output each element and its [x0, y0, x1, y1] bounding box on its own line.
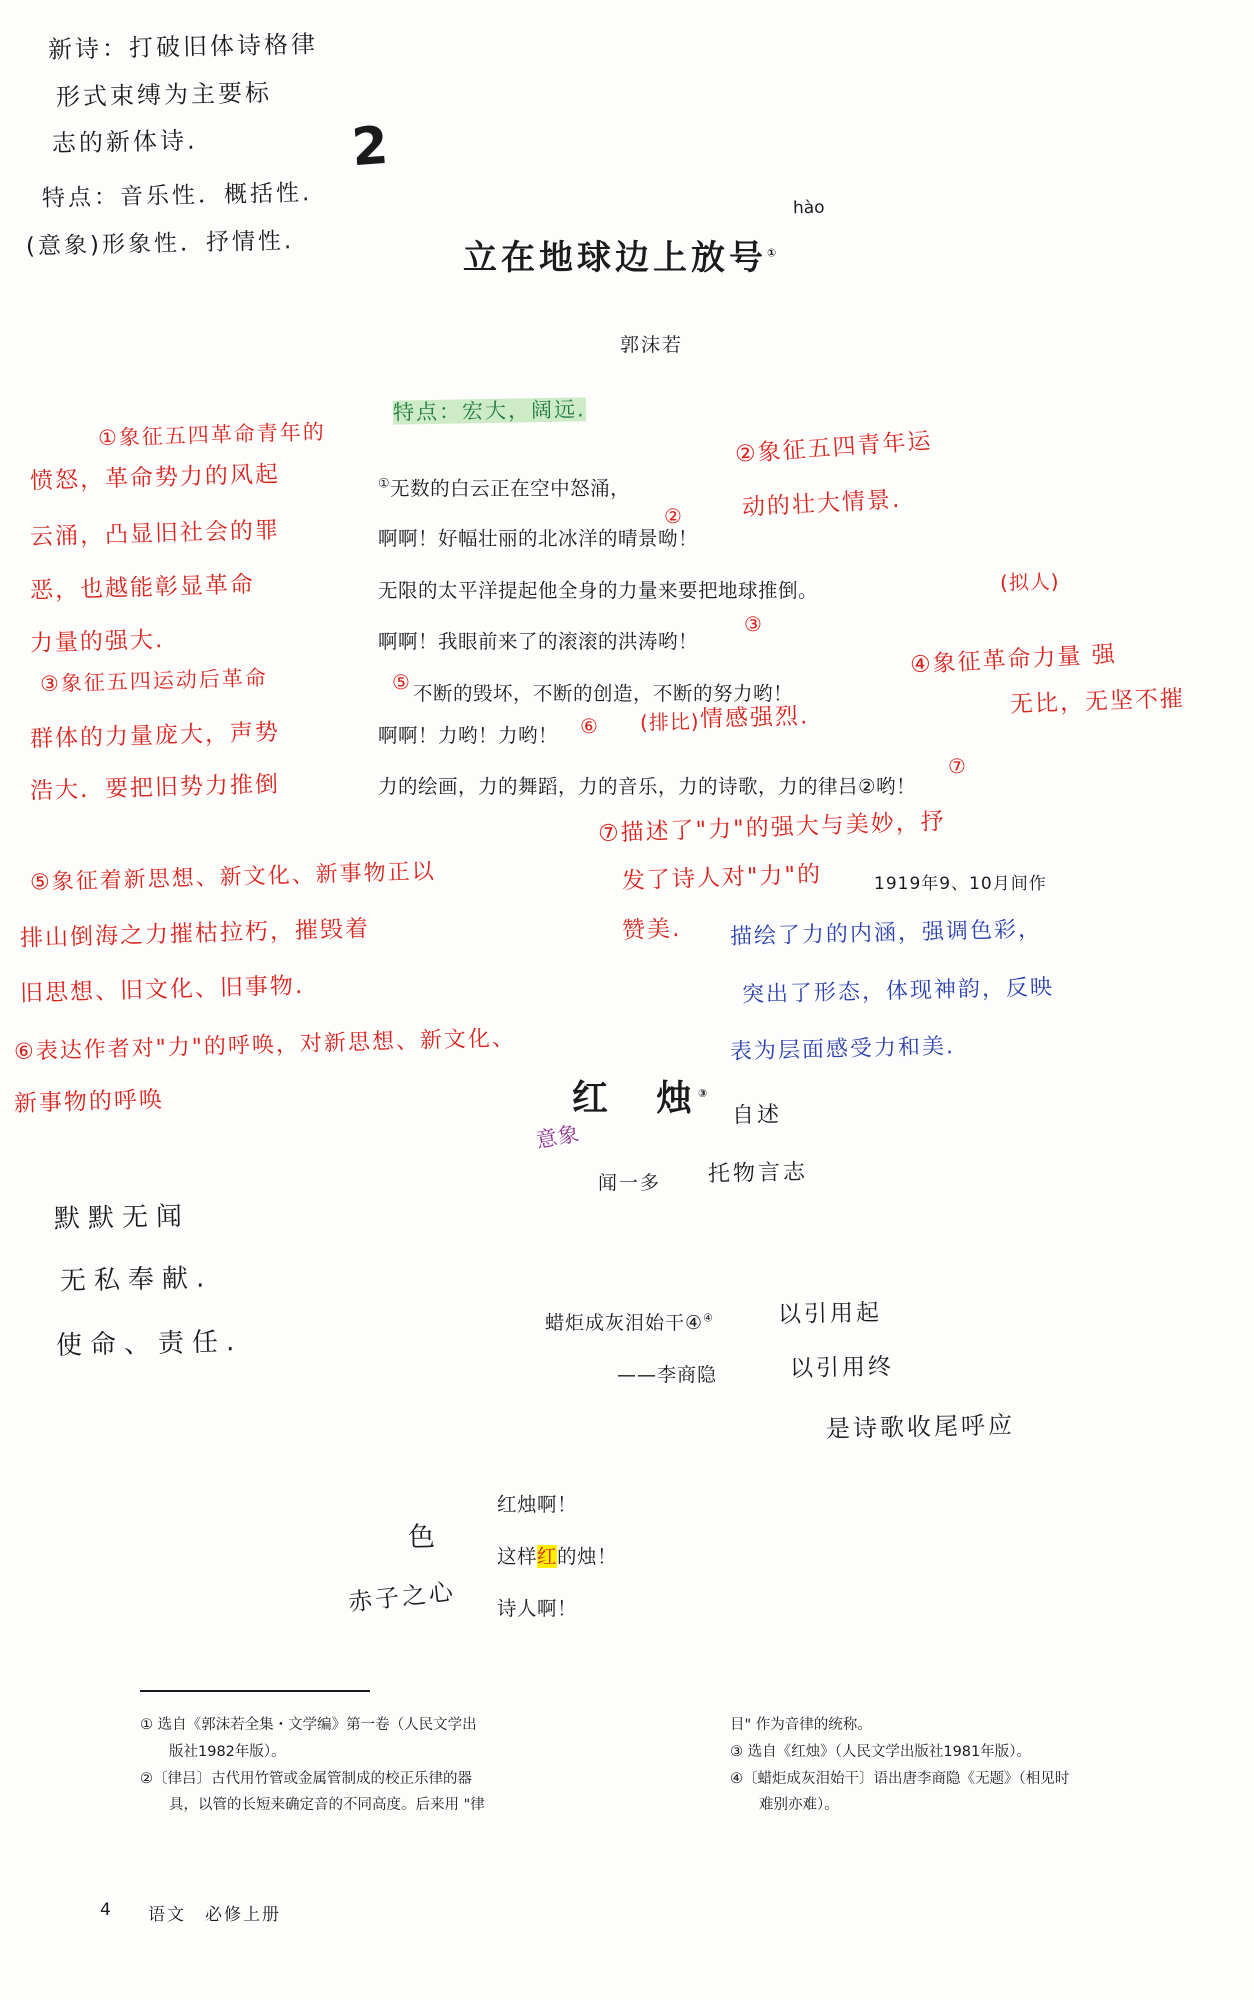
annotation-blue-l2: [742, 972, 1055, 1012]
annotation-se: [408, 1518, 439, 1558]
annotation-red-1-l2: [30, 459, 281, 499]
annotation-red-4-l1: [909, 639, 1117, 683]
annotation-zishu: [732, 1099, 783, 1132]
annotation-red-1-head: [98, 417, 327, 454]
second-poem-epigraph-attrib: [617, 1360, 717, 1387]
annotation-red-6-l1: [14, 1023, 517, 1069]
annotation-left-bottom-1: [54, 1199, 191, 1240]
poem-line-text: 力的绘画，力的舞蹈，力的音乐，力的诗歌，力的律吕②哟！: [378, 775, 916, 798]
annotation-tuowu: [708, 1157, 809, 1191]
poem-line-4: [378, 627, 698, 657]
second-poem-author: [598, 1168, 661, 1195]
annotation-line: 赞美.: [621, 915, 682, 945]
annotation-number: 2: [349, 115, 391, 179]
footnote-left-column: [140, 1712, 640, 1819]
annotation-features-2: [26, 225, 295, 264]
annotation-text: 以引用起: [777, 1299, 883, 1329]
poem-line-text: 啊啊！我眼前来了的滚滚的洪涛哟！: [378, 630, 699, 653]
annotation-line: 使命、责任.: [55, 1327, 243, 1361]
annotation-line: 动的壮大情景.: [741, 486, 902, 522]
annotation-red-4-extra: [1009, 683, 1185, 722]
annotation-line: ⑥表达作者对"力"的呼唤，对新思想、新文化、: [13, 1025, 517, 1066]
poem-line-6: [378, 721, 558, 751]
poem-line-text: 啊啊！力哟！力哟！: [378, 724, 559, 747]
page-number: 4: [100, 1900, 113, 1920]
annotation-blue-l1: [730, 914, 1043, 954]
annotation-line: 突出了形态，体现神韵，反映: [741, 975, 1055, 1008]
second-poem-line-1: [497, 1490, 577, 1520]
annotation-quote-end: [790, 1351, 895, 1387]
annotation-red-1-l4: [30, 569, 256, 609]
annotation-text: 托物言志: [707, 1159, 809, 1188]
annotation-red-7-l1: [598, 806, 947, 851]
annotation-red-3-l1: [40, 663, 269, 700]
poem-line-3: [378, 576, 818, 606]
poem-line-7: [378, 772, 916, 802]
footnote-line: ① 选自《郭沫若全集・文学编》第一卷（人民文学出: [140, 1717, 477, 1733]
annotation-line: ⑤象征着新思想、新文化、新事物正以: [29, 859, 436, 896]
annotation-left-bottom-3: [56, 1324, 243, 1366]
annotation-line: 新事物的呼唤: [13, 1086, 165, 1118]
date-text: 1919年9、10月间作: [874, 874, 1047, 894]
footnote-line: 难别亦难）。: [730, 1797, 839, 1814]
footnote-line: ④〔蜡炬成灰泪始干〕语出唐李商隐《无题》（相见时: [730, 1770, 1070, 1787]
annotation-text: 意象: [534, 1121, 582, 1153]
annotation-features: [42, 177, 313, 216]
page-title: [463, 230, 780, 279]
annotation-quote-echo: [826, 1408, 1016, 1447]
annotation-red-5-l3: [20, 970, 305, 1011]
footnote-divider: [140, 1690, 370, 1692]
annotation-line: 恶，也越能彰显革命: [29, 571, 256, 605]
footnote-line: 版社1982年版）。: [140, 1743, 286, 1760]
annotation-line: 描绘了力的内涵，强调色彩，: [729, 917, 1043, 950]
annotation-line: 排山倒海之力摧枯拉朽，摧毁着: [19, 916, 371, 952]
title-footnote-marker: ③: [698, 1087, 714, 1100]
annotation-parallel-structure: [640, 707, 700, 737]
annotation-line: 新诗：打破旧体诗格律: [47, 30, 319, 64]
annotation-line: 群体的力量庞大，声势: [29, 719, 281, 753]
epigraph-text: 蜡炬成灰泪始干④: [545, 1312, 704, 1334]
annotation-red-5-l2: [20, 913, 371, 956]
annotation-line: 发了诗人对"力"的: [621, 861, 823, 895]
annotation-red-6-l2: [14, 1084, 165, 1122]
annotation-red-7-l2: [621, 859, 822, 899]
footnote-line: 目" 作为音律的统称。: [730, 1717, 872, 1733]
annotation-new-poetry-definition-3: [52, 123, 198, 161]
annotation-text: 无比，无坚不摧: [1009, 685, 1186, 719]
annotation-text: 色: [407, 1521, 439, 1554]
annotation-chizi: [346, 1574, 457, 1620]
poem-title-text: 立在地球边上放号: [463, 238, 767, 278]
footnote-line: ③ 选自《红烛》（人民文学出版社1981年版）。: [730, 1743, 1032, 1760]
author-text: 闻一多: [598, 1172, 662, 1194]
annotation-text: (拟人): [999, 569, 1060, 595]
second-poem-epigraph: [545, 1308, 714, 1335]
annotation-line: 表为层面感受力和美.: [729, 1034, 956, 1065]
annotation-red-7-l3: [621, 913, 681, 948]
poem-title-text: 红 烛: [572, 1078, 699, 1119]
annotation-line: 力量的强大.: [29, 627, 165, 657]
epigraph-footnote-marker: ④: [703, 1311, 714, 1325]
book-title: 语文 必修上册: [148, 1905, 281, 1925]
poem-line-text: 诗人啊！: [497, 1597, 578, 1620]
annotation-red-3-l3: [30, 769, 281, 809]
footer-book-title: [148, 1900, 281, 1925]
annotation-marker-2: ②: [663, 503, 684, 529]
annotation-text: 以引用终: [789, 1353, 895, 1383]
annotation-personify: [1000, 567, 1060, 597]
attrib-text: ——李商隐: [617, 1364, 718, 1386]
poem-line-2: [378, 524, 698, 554]
annotation-marker-3: ③: [743, 611, 764, 637]
annotation-marker-7: ⑦: [947, 753, 968, 779]
poem-line-text: 无限的太平洋提起他全身的力量来要把地球推倒。: [378, 579, 819, 602]
title-footnote-marker: ①: [767, 246, 781, 260]
second-poem-title: [572, 1070, 713, 1121]
pinyin-text: hào: [792, 197, 825, 219]
annotation-line: 形式束缚为主要标: [55, 78, 273, 112]
poem-line-text: 啊啊！好幅壮丽的北冰洋的晴景呦！: [378, 527, 699, 550]
annotation-line: 无私奉献.: [59, 1263, 213, 1297]
annotation-text: (排比): [639, 709, 700, 735]
annotation-line: 浩大．要把旧势力推倒: [29, 771, 281, 805]
annotation-text: 是诗歌收尾呼应: [825, 1411, 1016, 1443]
annotation-line: (意象)形象性．抒情性.: [25, 228, 295, 260]
annotation-red-2-l1: [734, 425, 933, 472]
annotation-line: 默默无闻: [53, 1201, 191, 1235]
annotation-yixiang: [534, 1118, 583, 1156]
annotation-quote-start: [778, 1297, 883, 1333]
annotation-marker-5: ⑤: [391, 669, 412, 695]
annotation-marker-6: ⑥: [579, 713, 600, 739]
footnote-right-column: [730, 1712, 1200, 1819]
poem-line-1: [378, 474, 630, 504]
annotation-page-number-mark: [349, 109, 390, 187]
poem-line-text: 这样红的烛！: [497, 1545, 618, 1568]
annotation-line: 云涌，凸显旧社会的罪: [29, 517, 281, 551]
annotation-line: 愤怒，革命势力的风起: [29, 461, 281, 495]
annotation-line: 志的新体诗.: [51, 126, 198, 158]
annotation-line: 特点：音乐性．概括性.: [41, 180, 313, 212]
annotation-line: 旧思想、旧文化、旧事物.: [19, 973, 305, 1007]
footnote-line: ②〔律吕〕古代用竹管或金属管制成的校正乐律的器: [140, 1770, 472, 1787]
annotation-new-poetry-definition: [48, 27, 319, 67]
author-text: 郭沫若: [620, 334, 684, 356]
poem-line-text: 不断的毁坏，不断的创造，不断的努力哟！: [413, 682, 794, 705]
annotation-left-bottom-2: [60, 1260, 213, 1301]
annotation-red-4-l2: [700, 700, 810, 736]
annotation-text: 赤子之心: [346, 1577, 458, 1617]
annotation-red-1-l3: [30, 515, 281, 555]
second-poem-line-2: [497, 1542, 617, 1572]
annotation-green-feature: [393, 394, 586, 428]
annotation-text: 特点：宏大，阔远.: [392, 397, 586, 425]
footnote-line: 具，以管的长短来确定音的不同高度。后来用 "律: [140, 1797, 485, 1814]
poem-line-text: 无数的白云正在空中怒涌，: [390, 477, 631, 500]
annotation-line: ⑦描述了"力"的强大与美妙，抒: [597, 808, 947, 848]
second-poem-line-3: [497, 1594, 577, 1624]
poem-date: [874, 869, 1047, 894]
annotation-red-2-l2: [741, 484, 902, 526]
footer-page-number: [100, 1900, 113, 1920]
marker-1: ①: [378, 476, 391, 492]
annotation-red-3-l2: [30, 717, 281, 757]
annotation-red-5-l1: [30, 856, 436, 899]
annotation-text: 自述: [731, 1102, 783, 1129]
annotation-line: ④象征革命力量 强: [909, 641, 1118, 679]
annotation-pinyin-hao: [793, 196, 825, 221]
annotation-blue-l3: [730, 1031, 956, 1068]
poem-author: [620, 330, 683, 357]
annotation-new-poetry-definition-2: [56, 76, 273, 115]
annotation-line: ①象征五四革命青年的: [97, 419, 327, 451]
annotation-line: 情感强烈.: [699, 703, 810, 733]
annotation-line: ③象征五四运动后革命: [39, 665, 269, 697]
highlighted-char: 红: [537, 1545, 558, 1568]
annotation-line: ②象征五四青年运: [734, 428, 934, 468]
annotation-red-1-l5: [30, 624, 165, 661]
poem-line-text: 红烛啊！: [497, 1493, 578, 1516]
